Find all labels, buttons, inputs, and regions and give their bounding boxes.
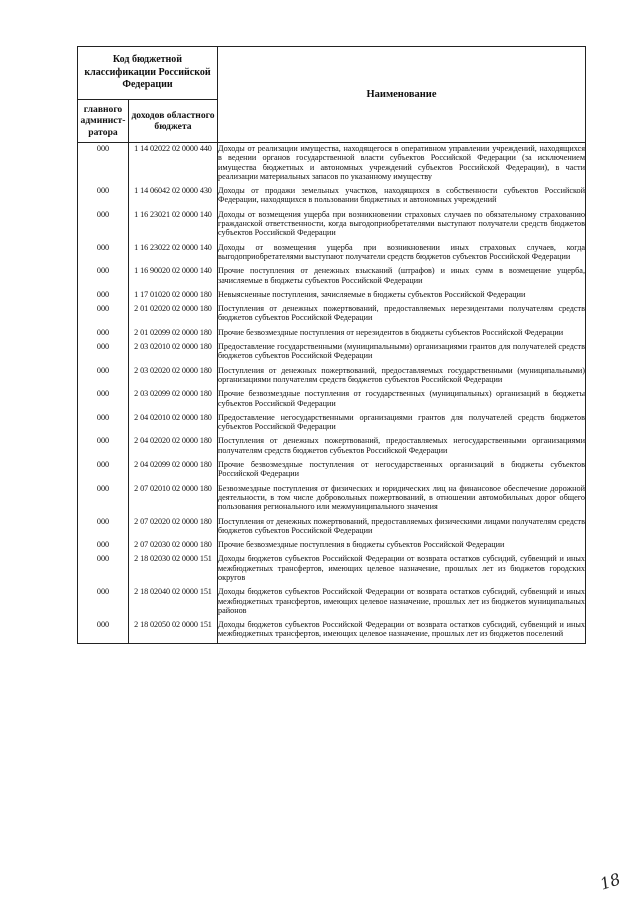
table-row [78,303,586,327]
admin-code-cell: 000 [78,459,129,483]
income-column-header: доходов областного бюджета [129,100,218,143]
table-row [78,185,586,209]
table-row [78,209,586,242]
page-number: 18 [597,869,623,894]
admin-column-header: главного админист-ратора [78,100,129,143]
admin-code-cell: 000 [78,143,129,186]
income-name-cell: Прочие безвозмездные поступления от негосударственных организаций в бюджеты субъектов Российской Федерации [218,459,586,483]
income-name-cell: Прочие поступления от денежных взысканий (штрафов) и иных сумм в возмещение ущерба, зачисляемые в бюджеты субъектов Российской Федерации [218,265,586,289]
table-row [78,412,586,436]
admin-code-cell: 000 [78,303,129,327]
admin-code-cell: 000 [78,185,129,209]
income-name-cell: Прочие безвозмездные поступления в бюджеты субъектов Российской Федерации [218,539,586,553]
income-code-cell: 1 16 90020 02 0000 140 [129,265,218,289]
income-name-cell: Доходы бюджетов субъектов Российской Федерации от возврата остатков субсидий, субвенций и иных межбюджетных трансфертов, имеющих целевое назначение, прошлых лет из бюджетов городских округов [218,553,586,586]
income-name-cell: Доходы от возмещения ущерба при возникновении иных страховых случаев, когда выгодоприобретателями выступают получатели средств бюджетов субъектов Российской Федерации [218,242,586,266]
table-row [78,539,586,553]
admin-code-cell: 000 [78,539,129,553]
income-code-cell: 2 07 02020 02 0000 180 [129,516,218,540]
admin-code-cell: 000 [78,341,129,365]
admin-code-cell: 000 [78,265,129,289]
income-name-cell: Поступления от денежных пожертвований, предоставляемых негосударственными организациями получателям средств бюджетов субъектов Российской Федерации [218,435,586,459]
income-name-cell: Безвозмездные поступления от физических и юридических лиц на финансовое обеспечение дорожной деятельности, в том числе добровольных пожертвований, в отношении автомобильных дорог общего пользования регионального или межмуниципального значения [218,483,586,516]
income-code-cell: 2 07 02010 02 0000 180 [129,483,218,516]
income-code-cell: 1 16 23021 02 0000 140 [129,209,218,242]
income-name-cell: Поступления от денежных пожертвований, предоставляемых государственными (муниципальными) организациями получателям средств бюджетов субъектов Российской Федерации [218,365,586,389]
income-code-cell: 2 03 02010 02 0000 180 [129,341,218,365]
admin-code-cell: 000 [78,365,129,389]
income-name-cell: Доходы бюджетов субъектов Российской Федерации от возврата остатков субсидий, субвенций и иных межбюджетных трансфертов, имеющих целевое назначение, прошлых лет из бюджетов муниципальных районов [218,586,586,619]
admin-code-cell: 000 [78,553,129,586]
header-row-top [78,47,586,100]
income-name-cell: Невыясненные поступления, зачисляемые в бюджеты субъектов Российской Федерации [218,289,586,303]
admin-code-cell: 000 [78,435,129,459]
admin-code-cell: 000 [78,209,129,242]
table-row [78,483,586,516]
name-column-header: Наименование [218,47,586,143]
income-code-cell: 2 01 02020 02 0000 180 [129,303,218,327]
admin-code-cell: 000 [78,619,129,643]
table-row [78,365,586,389]
income-code-cell: 1 16 23022 02 0000 140 [129,242,218,266]
income-name-cell: Прочие безвозмездные поступления от нерезидентов в бюджеты субъектов Российской Федерации [218,327,586,341]
income-code-cell: 2 04 02020 02 0000 180 [129,435,218,459]
income-code-cell: 2 18 02040 02 0000 151 [129,586,218,619]
code-group-header: Код бюджетной классификации Российской Федерации [78,47,218,100]
income-name-cell: Поступления от денежных пожертвований, предоставляемых нерезидентами получателям средств бюджетов субъектов Российской Федерации [218,303,586,327]
table-row [78,327,586,341]
income-name-cell: Предоставление негосударственными организациями грантов для получателей средств бюджетов субъектов Российской Федерации [218,412,586,436]
table-row [78,388,586,412]
table-row [78,265,586,289]
admin-code-cell: 000 [78,586,129,619]
income-code-cell: 1 17 01020 02 0000 180 [129,289,218,303]
income-name-cell: Доходы от реализации имущества, находящегося в оперативном управлении учреждений, находящихся в ведении органов государственной власти субъектов Российской Федерации (за исключением имущества бюджетных и автономных учреждений субъектов Российской Федерации), в части реализации материальных запасов по указанному имуществу [218,143,586,186]
income-code-cell: 2 07 02030 02 0000 180 [129,539,218,553]
income-code-cell: 2 18 02050 02 0000 151 [129,619,218,643]
admin-code-cell: 000 [78,412,129,436]
admin-code-cell: 000 [78,289,129,303]
table-row [78,242,586,266]
admin-code-cell: 000 [78,242,129,266]
income-name-cell: Прочие безвозмездные поступления от государственных (муниципальных) организаций в бюджеты субъектов Российской Федерации [218,388,586,412]
income-name-cell: Доходы бюджетов субъектов Российской Федерации от возврата остатков субсидий, субвенций и иных межбюджетных трансфертов, имеющих целевое назначение, прошлых лет из бюджетов поселений [218,619,586,643]
income-code-cell: 2 03 02099 02 0000 180 [129,388,218,412]
income-code-cell: 2 04 02010 02 0000 180 [129,412,218,436]
table-body [78,143,586,644]
income-code-cell: 2 03 02020 02 0000 180 [129,365,218,389]
admin-code-cell: 000 [78,483,129,516]
income-code-cell: 1 14 06042 02 0000 430 [129,185,218,209]
table-row [78,586,586,619]
table-row [78,435,586,459]
table-row [78,289,586,303]
table-row [78,619,586,643]
admin-code-cell: 000 [78,388,129,412]
table-row [78,516,586,540]
table-row [78,341,586,365]
table-row [78,459,586,483]
income-name-cell: Доходы от продажи земельных участков, находящихся в собственности субъектов Российской Федерации, находящихся в пользовании бюджетных и автономных учреждений [218,185,586,209]
income-name-cell: Предоставление государственными (муниципальными) организациями грантов для получателей средств бюджетов субъектов Российской Федерации [218,341,586,365]
income-code-cell: 1 14 02022 02 0000 440 [129,143,218,186]
table-row [78,553,586,586]
admin-code-cell: 000 [78,516,129,540]
income-name-cell: Доходы от возмещения ущерба при возникновении страховых случаев по обязательному страхованию гражданской ответственности, когда выгодоприобретателями выступают получатели средств бюджетов субъектов Российской Федерации [218,209,586,242]
income-code-cell: 2 18 02030 02 0000 151 [129,553,218,586]
income-code-cell: 2 01 02099 02 0000 180 [129,327,218,341]
budget-classification-table [77,46,586,644]
income-code-cell: 2 04 02099 02 0000 180 [129,459,218,483]
income-name-cell: Поступления от денежных пожертвований, предоставляемых физическими лицами получателям средств бюджетов субъектов Российской Федерации [218,516,586,540]
admin-code-cell: 000 [78,327,129,341]
table-row [78,143,586,186]
